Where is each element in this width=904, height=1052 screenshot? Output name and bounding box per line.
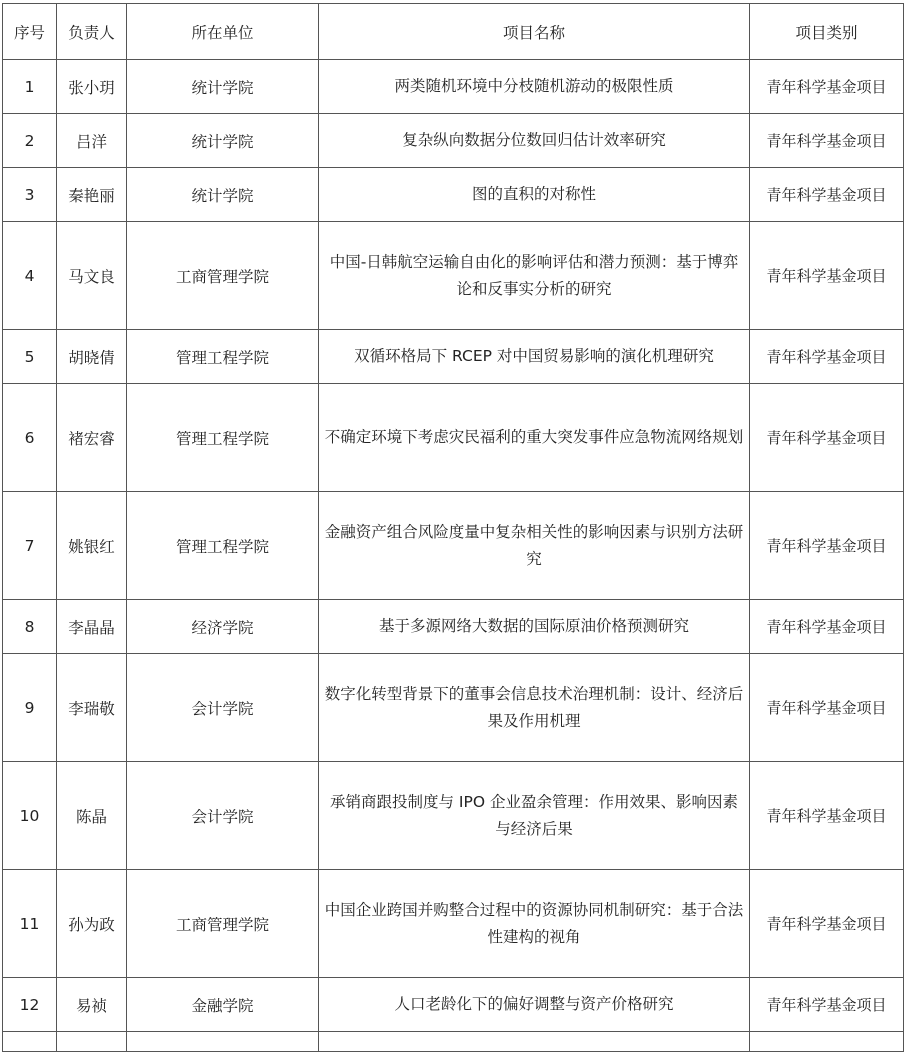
- cell-project: 不确定环境下考虑灾民福利的重大突发事件应急物流网络规划: [319, 384, 750, 492]
- cell-project: 中国企业跨国并购整合过程中的资源协同机制研究：基于合法性建构的视角: [319, 870, 750, 978]
- cell-type: 青年科学基金项目: [750, 870, 904, 978]
- cell-leader: 孙为政: [57, 870, 127, 978]
- cell-leader: 姚银红: [57, 492, 127, 600]
- cell-unit: 会计学院: [127, 654, 319, 762]
- table-row: [3, 600, 904, 654]
- cell-unit: 经济学院: [127, 600, 319, 654]
- cell-unit: 统计学院: [127, 168, 319, 222]
- table-header-row: [3, 4, 904, 60]
- cell-no: 10: [3, 762, 57, 870]
- cell-type: 青年科学基金项目: [750, 222, 904, 330]
- cell-project: 人口老龄化下的偏好调整与资产价格研究: [319, 978, 750, 1032]
- cell-project: 中国-日韩航空运输自由化的影响评估和潜力预测：基于博弈论和反事实分析的研究: [319, 222, 750, 330]
- table-row: [3, 654, 904, 762]
- cell-no: 7: [3, 492, 57, 600]
- cell-leader: 易祯: [57, 978, 127, 1032]
- cell-no: 2: [3, 114, 57, 168]
- cell-no: 12: [3, 978, 57, 1032]
- cell-leader: 李晶晶: [57, 600, 127, 654]
- cell-unit: 管理工程学院: [127, 330, 319, 384]
- cell-unit: 管理工程学院: [127, 492, 319, 600]
- table-row: [3, 978, 904, 1032]
- cell-type: 青年科学基金项目: [750, 330, 904, 384]
- cell-leader: 吕洋: [57, 114, 127, 168]
- table-row: [3, 492, 904, 600]
- cell-no: 9: [3, 654, 57, 762]
- cell-project: 双循环格局下 RCEP 对中国贸易影响的演化机理研究: [319, 330, 750, 384]
- cell-type: 青年科学基金项目: [750, 978, 904, 1032]
- table-row: [3, 60, 904, 114]
- projects-table: [2, 3, 904, 1052]
- table-row: [3, 168, 904, 222]
- cell-leader: 李瑞敬: [57, 654, 127, 762]
- cell-no: 11: [3, 870, 57, 978]
- cell-unit: 金融学院: [127, 978, 319, 1032]
- cell-unit: 会计学院: [127, 762, 319, 870]
- cell-unit: 统计学院: [127, 60, 319, 114]
- cell-unit: 统计学院: [127, 114, 319, 168]
- cell-leader: 陈晶: [57, 762, 127, 870]
- cell-type: 青年科学基金项目: [750, 492, 904, 600]
- cell-leader: 褚宏睿: [57, 384, 127, 492]
- header-type: 项目类别: [750, 4, 904, 60]
- table-row-cut-off: [3, 1032, 904, 1052]
- cell-project: 数字化转型背景下的董事会信息技术治理机制：设计、经济后果及作用机理: [319, 654, 750, 762]
- cell-project: 金融资产组合风险度量中复杂相关性的影响因素与识别方法研究: [319, 492, 750, 600]
- header-no: 序号: [3, 4, 57, 60]
- cell-project: 图的直积的对称性: [319, 168, 750, 222]
- table-row: [3, 762, 904, 870]
- cell-unit: 管理工程学院: [127, 384, 319, 492]
- cell-project: 两类随机环境中分枝随机游动的极限性质: [319, 60, 750, 114]
- cell-type: 青年科学基金项目: [750, 114, 904, 168]
- cell-no: 3: [3, 168, 57, 222]
- cell-no: 4: [3, 222, 57, 330]
- cell-project: 复杂纵向数据分位数回归估计效率研究: [319, 114, 750, 168]
- cell-project: 承销商跟投制度与 IPO 企业盈余管理：作用效果、影响因素与经济后果: [319, 762, 750, 870]
- cell-leader: 胡晓倩: [57, 330, 127, 384]
- table-row: [3, 330, 904, 384]
- cell-unit: 工商管理学院: [127, 222, 319, 330]
- cell-leader: 张小玥: [57, 60, 127, 114]
- header-leader: 负责人: [57, 4, 127, 60]
- cell-no: 5: [3, 330, 57, 384]
- table-row: [3, 870, 904, 978]
- cell-no: 6: [3, 384, 57, 492]
- cell-no: 1: [3, 60, 57, 114]
- cell-no: 8: [3, 600, 57, 654]
- cell-unit: 工商管理学院: [127, 870, 319, 978]
- cell-leader: 马文良: [57, 222, 127, 330]
- table-row: [3, 222, 904, 330]
- cell-type: 青年科学基金项目: [750, 384, 904, 492]
- cell-type: 青年科学基金项目: [750, 600, 904, 654]
- cell-type: 青年科学基金项目: [750, 60, 904, 114]
- cell-project: 基于多源网络大数据的国际原油价格预测研究: [319, 600, 750, 654]
- cell-type: 青年科学基金项目: [750, 762, 904, 870]
- cell-leader: 秦艳丽: [57, 168, 127, 222]
- table-row: [3, 114, 904, 168]
- header-project: 项目名称: [319, 4, 750, 60]
- header-unit: 所在单位: [127, 4, 319, 60]
- cell-type: 青年科学基金项目: [750, 168, 904, 222]
- cell-type: 青年科学基金项目: [750, 654, 904, 762]
- table-row: [3, 384, 904, 492]
